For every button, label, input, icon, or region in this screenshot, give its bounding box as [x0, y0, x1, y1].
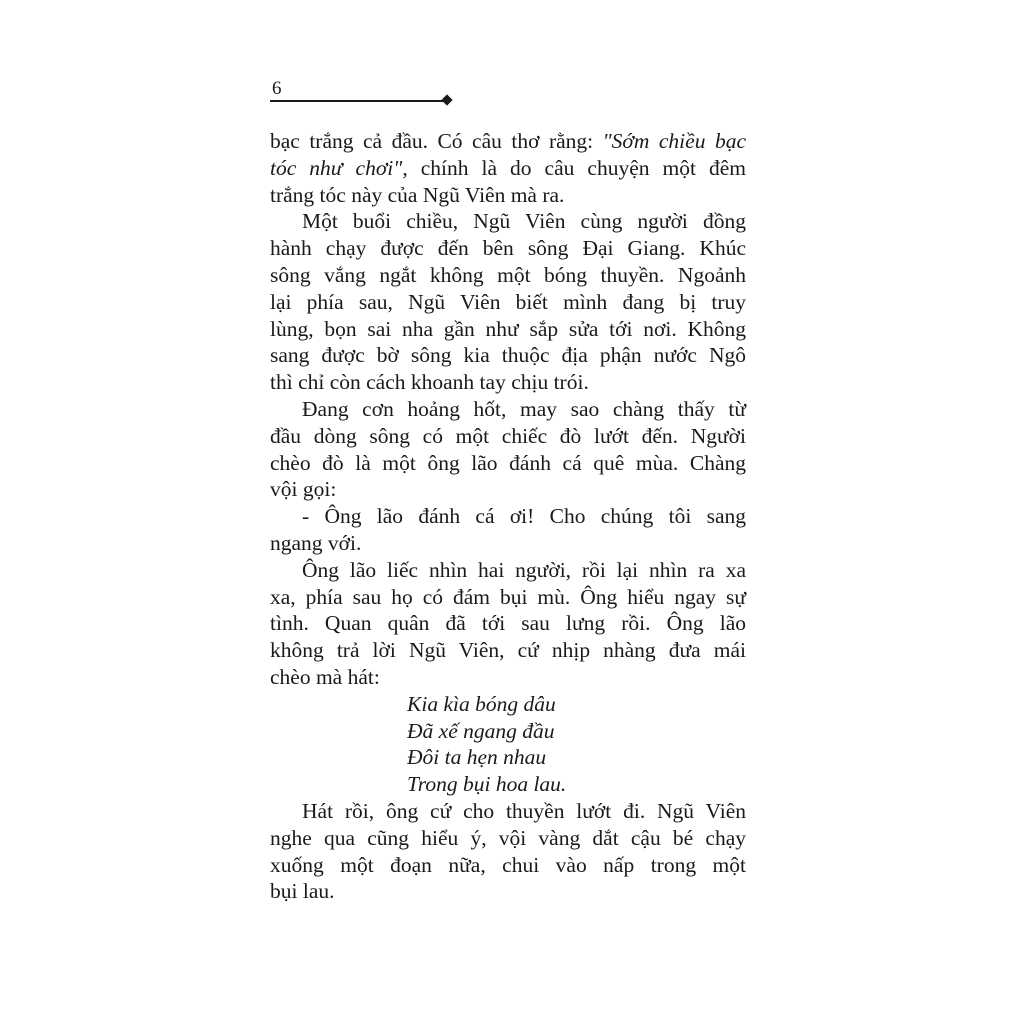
text-segment: - Ông lão đánh cá ơi! Cho chúng tôi sang [302, 504, 746, 529]
verse-line [270, 691, 746, 718]
text-line [270, 208, 746, 235]
header-rule [270, 100, 446, 102]
italic-text: "Sớm chiều bạc [602, 129, 746, 153]
text-segment: Đang cơn hoảng hốt, may sao chàng thấy từ [302, 396, 746, 421]
text-line [270, 128, 746, 155]
text-line [270, 637, 746, 664]
verse-line [270, 718, 746, 745]
page-number: 6 [272, 78, 282, 99]
text-line [270, 798, 746, 825]
text-line [270, 369, 746, 396]
text-segment: Hát rồi, ông cứ cho thuyền lướt đi. Ngũ Viên [302, 798, 746, 823]
text-line [270, 396, 746, 423]
text-segment: thì chỉ còn cách khoanh tay chịu trói. [270, 370, 589, 395]
text-line [270, 825, 746, 852]
text-line [270, 316, 746, 343]
text-segment: lùng, bọn sai nha gần như sắp sửa tới nơi. Không [270, 316, 746, 341]
text-line [270, 503, 746, 530]
text-segment: xuống một đoạn nữa, chui vào nấp trong một [270, 852, 746, 877]
text-line [270, 664, 746, 691]
text-segment: , chính là do câu chuyện một đêm [402, 155, 746, 180]
text-segment: lại phía sau, Ngũ Viên biết mình đang bị truy [270, 289, 746, 314]
text-segment: đầu dòng sông có một chiếc đò lướt đến. Người [270, 423, 746, 448]
text-segment: bụi lau. [270, 879, 335, 904]
text-segment: sang được bờ sông kia thuộc địa phận nước Ngô [270, 343, 746, 368]
verse-line [270, 771, 746, 798]
text-line [270, 584, 746, 611]
text-line [270, 289, 746, 316]
text-line [270, 182, 746, 209]
italic-text: tóc như chơi" [270, 155, 403, 180]
page-header [270, 78, 460, 108]
text-segment: tình. Quan quân đã tới sau lưng rồi. Ông lão [270, 611, 746, 636]
text-segment: ngang với. [270, 530, 362, 555]
text-line [270, 610, 746, 637]
text-line [270, 852, 746, 879]
text-segment: xa, phía sau họ có đám bụi mù. Ông hiểu ngay sự [270, 584, 746, 609]
italic-text: Kia kìa bóng dâu [407, 691, 556, 716]
text-segment: chèo mà hát: [270, 664, 380, 689]
text-segment: trắng tóc này của Ngũ Viên mà ra. [270, 182, 565, 207]
text-line [270, 878, 746, 905]
diamond-ornament-icon [441, 94, 452, 105]
text-segment: không trả lời Ngũ Viên, cứ nhịp nhàng đưa mái [270, 638, 746, 663]
text-line [270, 530, 746, 557]
text-line [270, 423, 746, 450]
text-segment: vội gọi: [270, 477, 337, 502]
italic-text: Trong bụi hoa lau. [407, 772, 567, 797]
text-line [270, 557, 746, 584]
text-segment: Một buổi chiều, Ngũ Viên cùng người đồng [302, 209, 746, 234]
text-segment: chèo đò là một ông lão đánh cá quê mùa. Chàng [270, 450, 746, 475]
italic-text: Đôi ta hẹn nhau [407, 745, 547, 770]
text-line [270, 476, 746, 503]
text-line [270, 450, 746, 477]
text-line [270, 262, 746, 289]
text-line [270, 155, 746, 182]
italic-text: Đã xế ngang đầu [407, 718, 555, 743]
text-segment: nghe qua cũng hiểu ý, vội vàng dắt cậu bé chạy [270, 825, 746, 850]
body-text [270, 128, 746, 905]
verse-line [270, 744, 746, 771]
text-segment: hành chạy được đến bên sông Đại Giang. Khúc [270, 236, 746, 261]
text-segment: Ông lão liếc nhìn hai người, rồi lại nhìn ra xa [302, 557, 746, 582]
text-segment: bạc trắng cả đầu. Có câu thơ rằng: [270, 129, 603, 153]
text-line [270, 342, 746, 369]
text-segment: sông vắng ngắt không một bóng thuyền. Ngoảnh [270, 262, 746, 287]
text-line [270, 235, 746, 262]
